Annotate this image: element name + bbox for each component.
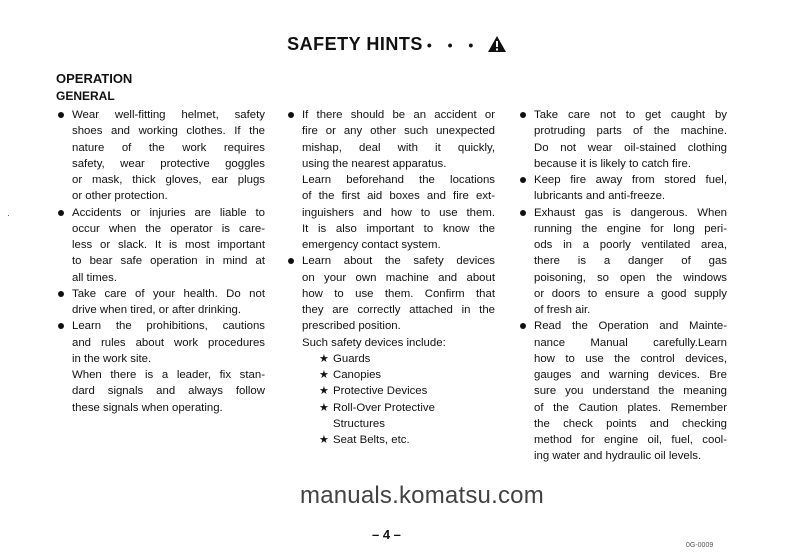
bullet-icon — [58, 323, 64, 329]
title-text: SAFETY HINTS — [287, 34, 423, 54]
bullet-item — [302, 253, 495, 334]
subsection-heading: GENERAL — [56, 89, 115, 103]
text-line: Read the Operation and Mainte- — [534, 320, 727, 333]
bullet-item — [72, 205, 265, 286]
text-line: shoes and working clothes. If the — [72, 125, 265, 138]
text-line: fire or any other such unexpected — [302, 125, 495, 138]
bullet-icon — [288, 112, 294, 118]
text-line: Take care of your health. Do not — [72, 287, 265, 300]
bullet-icon — [520, 112, 526, 118]
text-line: Structures — [333, 417, 385, 430]
text-line: of the Caution plates. Remember — [534, 401, 727, 414]
bullet-icon — [520, 323, 526, 329]
text-line: drive when tired, or after drinking. — [72, 304, 242, 316]
bullet-item — [302, 107, 495, 172]
text-line: It is also important to know the — [302, 222, 495, 235]
text-line: or mask, thick gloves, ear plugs — [72, 174, 265, 186]
text-line: and rules about work procedures — [72, 336, 265, 349]
text-line: in the work site. — [72, 352, 152, 365]
text-line: Learn about the safety devices — [302, 255, 495, 268]
bullet-item — [72, 286, 265, 319]
safety-device-item — [302, 383, 495, 399]
bullet-item — [72, 318, 265, 367]
text-line: less or slack. It is most important — [72, 239, 265, 251]
text-line: of the first aid boxes and fire ext- — [302, 190, 495, 203]
column-1 — [72, 107, 265, 416]
warning-triangle-icon — [487, 35, 507, 53]
paragraph — [302, 335, 495, 351]
text-line: nature of the work requires — [72, 141, 265, 154]
text-line: of fresh air. — [534, 304, 591, 316]
text-line: Canopies — [333, 369, 382, 381]
text-line: on your own machine and about — [302, 271, 495, 284]
safety-device-item — [302, 400, 495, 433]
safety-device-item — [302, 432, 495, 448]
text-line: Guards — [333, 352, 371, 365]
text-line: there is a danger of gas — [534, 255, 727, 268]
text-line: how to use the control devices, — [534, 352, 727, 365]
text-line: using the nearest apparatus. — [302, 157, 447, 170]
text-line: to bear safe operation in mind at — [72, 255, 265, 268]
bullet-item — [534, 172, 727, 205]
text-line: method for engine oil, fuel, cool- — [534, 434, 727, 446]
text-line: running the engine for long peri- — [534, 222, 727, 235]
bullet-icon — [58, 210, 64, 216]
text-line: or other protection. — [72, 190, 168, 203]
star-icon: ★ — [319, 401, 329, 414]
page-number: – 4 – — [372, 527, 401, 542]
text-line: they are correctly attached in the — [302, 304, 495, 316]
safety-device-item — [302, 367, 495, 383]
section-heading: OPERATION — [56, 71, 133, 86]
bullet-item — [72, 107, 265, 205]
text-line: dard signals and always follow — [72, 385, 265, 398]
column-3 — [534, 107, 727, 465]
text-line: occur when the operator is care- — [72, 222, 265, 235]
text-line: When there is a leader, fix stan- — [72, 369, 265, 381]
text-line: Do not wear oil-stained clothing — [534, 141, 727, 154]
bullet-icon — [520, 210, 526, 216]
text-line: lubricants and anti-freeze. — [534, 190, 666, 203]
text-line: ing water and hydraulic oil levels. — [534, 450, 702, 463]
text-line: poisoning, so open the windows — [534, 271, 727, 284]
text-line: Learn beforehand the locations — [302, 174, 495, 186]
text-line: gauges and warning devices. Bre — [534, 369, 727, 381]
star-icon: ★ — [319, 385, 329, 398]
text-line: emergency contact system. — [302, 239, 441, 251]
text-line: mishap, deal with it quickly, — [302, 141, 495, 154]
bullet-icon — [58, 112, 64, 118]
scan-speck — [8, 215, 9, 216]
bullet-item — [534, 318, 727, 464]
bullet-icon — [520, 177, 526, 183]
star-icon: ★ — [319, 369, 329, 381]
text-line: because it is likely to catch fire. — [534, 157, 692, 170]
bullet-item — [534, 205, 727, 319]
text-line: the check points and checking — [534, 417, 727, 430]
text-line: Accidents or injuries are liable to — [72, 206, 265, 219]
bullet-icon — [58, 291, 64, 297]
text-line: Wear well-fitting helmet, safety — [72, 109, 265, 121]
watermark: manuals.komatsu.com — [300, 482, 544, 509]
paragraph — [72, 367, 265, 416]
text-line: these signals when operating. — [72, 401, 223, 414]
text-line: Protective Devices — [333, 385, 428, 398]
document-code: 0G-0009 — [686, 542, 714, 549]
star-icon: ★ — [319, 434, 329, 446]
text-line: Take care not to get caught by — [534, 109, 727, 121]
page-title — [0, 34, 794, 55]
paragraph — [302, 172, 495, 253]
text-line: nance Manual carefully.Learn — [534, 336, 727, 349]
text-line: sure you understand the meaning — [534, 385, 727, 398]
safety-device-item — [302, 351, 495, 367]
title-dots: • • • — [426, 37, 480, 53]
text-line: Such safety devices include: — [302, 336, 446, 349]
text-line: inguishers and how to use them. — [302, 206, 495, 219]
text-line: prescribed position. — [302, 320, 401, 333]
text-line: how to use them. Confirm that — [302, 287, 495, 300]
bullet-icon — [288, 258, 294, 264]
text-line: safety, wear protective goggles — [72, 157, 265, 170]
text-line: If there should be an accident or — [302, 109, 495, 121]
text-line: Exhaust gas is dangerous. When — [534, 206, 727, 219]
text-line: Keep fire away from stored fuel, — [534, 174, 727, 186]
text-line: Roll-Over Protective — [333, 401, 435, 414]
text-line: Learn the prohibitions, cautions — [72, 320, 265, 333]
star-icon: ★ — [319, 352, 329, 365]
text-line: all times. — [72, 271, 117, 284]
column-2 — [302, 107, 495, 448]
text-line: Seat Belts, etc. — [333, 434, 410, 446]
bullet-item — [534, 107, 727, 172]
text-line: protruding parts of the machine. — [534, 125, 727, 138]
text-line: ods in a poorly ventilated area, — [534, 239, 727, 251]
text-line: or doors to ensure a good supply — [534, 287, 727, 300]
